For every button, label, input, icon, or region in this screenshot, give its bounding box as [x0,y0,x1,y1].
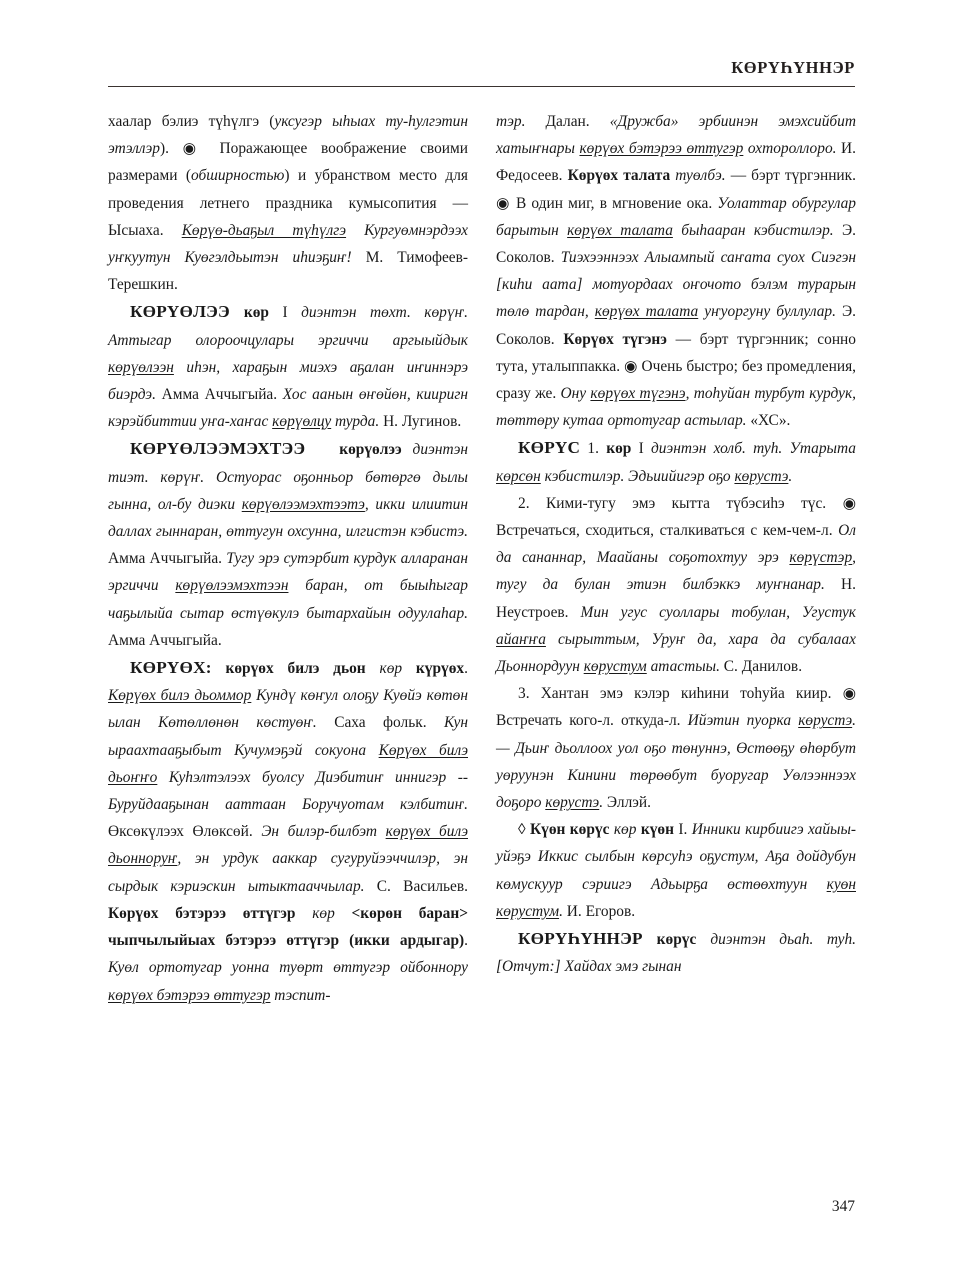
example-keyword: көрүөх түгэнэ [590,385,686,403]
text-run: атастыы. [646,658,720,676]
text-run: . [464,932,468,950]
grammar-label: диэнтэн дьаһ. туһ. [710,931,856,949]
example-keyword: куөн көрустум [496,875,856,920]
text-run: Хантан эмэ кэлэр киһини тоһуйа киир. [540,685,843,703]
text-columns [108,108,856,1178]
citation-source: И. Федосеев. [496,140,857,185]
example-keyword: көрүөх бэтэрээ өттугэр [108,986,271,1004]
text-run: Кими-тугу эмэ кытта түбэсиһэ түс. [545,494,843,512]
text-run: охтороллоро. [743,140,837,158]
running-head [108,58,855,92]
sense-marker-icon: ◉ [496,194,511,212]
entry-korus-sense-3 [496,680,856,816]
sense-marker-icon: ◉ [182,140,206,158]
text-run: хаалар бэлиэ түһүлгэ ( [108,113,275,130]
text-run: Аттыгар олороочцулары эргиччи аргыыйдык [108,331,468,349]
running-head-rule [108,86,855,87]
text-run: Поражающее воображение своими размерами ( [108,140,468,185]
citation-source: Амма Аччыгыйа. [155,386,283,404]
idiom-phrase: <көрөн баран> чыпчылыйыах бэтэрээ өттүгэр (икки ардыгар) [108,904,468,950]
phrase-marker-icon: ◊ [518,821,526,839]
running-head-title: КӨРҮҺҮННЭР [731,58,855,77]
citation-source: Э. Соколов. [496,303,857,348]
text-run: «Дружба» эрбиинэн эмэхсийбит хатыҥнары [496,113,856,158]
headword: КӨРҮӨХ: [130,658,212,678]
page-number: 347 [831,1198,855,1215]
sense-number: 2. [518,494,546,512]
text-run: Эн билэр-билбэт [261,823,386,841]
text-run: Остуорас оҕонньор бөтөргө дылы гынна, ол-бу диэки [108,468,468,513]
entry-korus-sense-2 [496,490,856,680]
text-run: ). [160,140,183,158]
text-run: турда. [331,413,380,431]
idiom-phrase: Күөн көрүс [525,821,610,839]
example-keyword: көрустэ [734,467,789,485]
text-run: Мин угус суоллары тобулан, Угустук [580,603,856,621]
entry-korus-sense-1 [496,434,856,489]
paragraph-continued-tuhulge [108,108,468,298]
citation-source: С. Васильев. [364,877,468,895]
text-run: Тиэхээннээх Алыампый саҥата суох Сиэгэн [киһи аата] мотуордаах оҥочото бэлэм турарын төлө тардан, [496,249,856,321]
text-run: Кургуөмнэрдээх уҥкуутун Куөгэлдьытэн иһиэҕиҥ! [108,221,468,267]
example-keyword: көрүөх билэ дьонноруҥ [108,823,468,868]
text-run: обширностью [191,167,285,185]
text-run: Уолаттар обургулар барытын [496,194,856,239]
text-run: Ону [560,385,591,403]
sense-marker-icon: ◉ [842,685,857,703]
example-keyword: көрүөх бэтэрээ өттугэр [579,140,744,158]
entry-koruhunner [496,925,856,980]
text-run: — бэрт түргэнник; сонно тута, уталыппакка. [496,330,856,375]
example-keyword: көрүөлээмэхтээтэ [241,495,365,513]
text-run: . — Дьиҥ дьоллоох уол оҕо төнуннэ, Өстөөҕу өһөрбут уөруунэн Кинини төрөөбут буоругар Уөлээннээх доҕоро [496,712,856,812]
citation-source: И. Егоров. [562,902,636,920]
text-run: М. Тимофеев-Терешкин. [108,249,468,294]
headword: КӨРҮҺҮННЭР [518,929,643,949]
grammar-label: туөлбэ. [670,167,726,185]
text-run: тэр. [496,113,526,130]
idiom-phrase: көрүөх билэ дьон [211,660,366,678]
example-keyword: Көрүөх билэ дьоммор [108,687,252,705]
citation-source: Амма Аччыгыйа. [108,631,222,649]
text-run: Куһэлтэлээх буолсу Диэбитиҥ иннигэр -- Буруйдааҕынан ааттаан Боручуотам кэлбитиҥ. [108,768,468,814]
text-run: Встречаться, сходиться, сталкиваться с кем-чем-л. [496,522,839,540]
text-run: сырыттым, Уруҥ да, хара да субалаах Дьоннордуун [496,630,856,676]
text-run: Встречать кого-л. откуда-л. [496,712,688,730]
example-keyword: көрустэ [545,794,600,812]
text-run: Ийэтин пуорка [687,712,799,730]
headword: КӨРҮӨЛЭЭ [130,302,230,322]
reference-headword: көрүс [656,931,697,949]
text-run: I [268,304,302,322]
text-run: баран, от быыһыгар чаҕылыйа сытар өстүөкулэ бытархайын одуулаһар. [108,577,468,622]
headword: КӨРҮӨЛЭЭМЭХТЭЭ [130,439,306,459]
text-run: I. [673,821,692,839]
text-run: көр [609,821,641,839]
text-run: , тоһуйан турбут курдук, төттөру кутаа ортотугар астылар. [496,385,856,430]
reference-headword: көр [243,304,269,322]
text-run: — бэрт түргэнник. [725,167,856,185]
example-keyword: көрустэ [798,712,853,730]
text-run: тэспит- [270,986,331,1004]
idiom-phrase: Көрүөх талата [567,167,671,185]
example-keyword: көрсөн [496,467,541,485]
grammar-label: диэнтэн төхт. көрүҥ. [301,304,468,322]
entry-korus-phrase [496,816,856,925]
text-run: Ол да сананнар, Маайаны соҕотохтуу эрэ [496,522,856,567]
text-run: Очень быстро; без промедления, сразу же. [496,357,856,403]
citation-source: С. Данилов. [719,658,803,676]
citation-source: Саха фольк. [316,714,444,732]
citation-source: «ХС». [746,412,791,430]
text-run: Куөл ортотугар уонна туөрт өттугэр ойбоннору [108,959,468,977]
text-run: көр [295,904,352,922]
text-run: Утарыта [782,440,856,458]
left-column [108,108,468,1178]
entry-koruokh [108,654,468,1009]
reference-headword: көр [606,440,632,458]
text-run: Инники кирбиигэ хайыы-уйэҕэ Иккис сылбын көрсуһэ оҕустум, Аҕа дойдубун көмускуур сэриигэ Адьырҕа өстөөхтуун [496,821,857,893]
reference-headword: көрүөлээ [339,441,402,459]
text-run: уҥуоргуну буллулар. [698,303,836,321]
idiom-phrase: күрүөх [415,660,465,678]
example-keyword: көрустум [583,658,647,676]
text-run: . [599,794,604,812]
entry-koruoleemehtee [108,435,468,654]
example-keyword: көрүөлцу [272,413,332,431]
text-run: . [788,467,793,485]
text-run: , эн урдук ааккар сугуруйээччилэр, эн сырдык кэриэскин ытыктааччылар. [108,850,468,895]
example-keyword: Көрүөх билэ дьоҥҥо [108,741,468,786]
citation-source: Н. Неустроев. [496,576,857,621]
text-run: , икки илиитин даллах гыннаран, өттугун охсунна, илгистэн кэбистэ. [108,495,468,541]
text-run: . [559,902,563,920]
citation-source: Амма Аччыгыйа. [108,550,227,568]
text-run: Кундү көҥул олоҕу Куөйэ көтөн ылан Көтөллөнөн көстуөҥ. [108,687,468,732]
sense-number: 1. [580,440,607,458]
paragraph-continued-koruokh [496,108,856,434]
reference-headword: күөн [640,821,674,839]
sense-marker-icon: ◉ [842,494,857,512]
example-keyword: көрүөлээмэхтээн [175,577,289,595]
text-run: В один миг, в мгновение ока. [510,194,718,212]
example-keyword: көрүөх талата [594,303,699,321]
citation-source: Өксөкүлээх Өлөксөй. [108,823,262,841]
text-run: кэбистилэр. Эдьиийигэр оҕо [540,467,735,485]
idiom-phrase: Көрүөх бэтэрээ өттүгэр [108,904,296,922]
sense-marker-icon: ◉ [624,357,638,375]
citation-source: Далан. [525,113,610,130]
citation-source: Э. Соколов. [496,221,857,267]
headword: КӨРҮС [518,438,581,458]
example-keyword: көрүөх талата [567,221,673,239]
text-run: Кун ыраахтааҕыбыт Кучумэҕэй сокуона [108,714,469,759]
grammar-label: диэнтэн тиэт. көрүҥ. [108,441,468,486]
text-run: һулгэтин этэллэр [108,113,468,158]
text-run: Тугу эрэ сутэрбит курдук алларанан эргиччи [108,550,468,595]
text-run: уксугэр ыһыах ту- [274,113,409,130]
text-run: быһааран кэбистилэр. [672,221,834,239]
text-run: , тугу да булан этиэн билбэккэ муҥнанар. [496,549,856,594]
entry-koruolee [108,298,468,435]
sense-number: 3. [518,685,541,703]
example-keyword: көрүстэр [789,549,853,567]
citation-source: Эллэй. [603,794,651,812]
example-keyword: көрүөлээн [108,358,174,376]
citation-source: Н. Лугинов. [379,413,462,431]
text-run: I [631,440,651,458]
example-keyword: Көрүө-дьаҕыл түһүлгэ [181,221,347,239]
idiom-phrase: Көрүөх түгэнэ [563,330,667,348]
right-column [496,108,856,1178]
text-run: Хос аанын өҥөйөн, кииригн кэрэйбиттии уҥа-хаҥас [108,386,468,431]
grammar-label: диэнтэн холб. туһ. [650,440,783,458]
text-run: ) и убранством место для проведения летнего праздника кумысопития — Ысыаха. [108,167,468,239]
text-run: [Отчут:] Хайдах эмэ гынан [496,958,682,976]
text-run: көр [365,660,416,678]
example-keyword: айаҥҥа [496,630,546,648]
text-run: . [464,660,468,678]
text-run: иһэн, хараҕын миэхэ аҕалан иҥиннэрэ биэрдэ. [108,358,468,404]
